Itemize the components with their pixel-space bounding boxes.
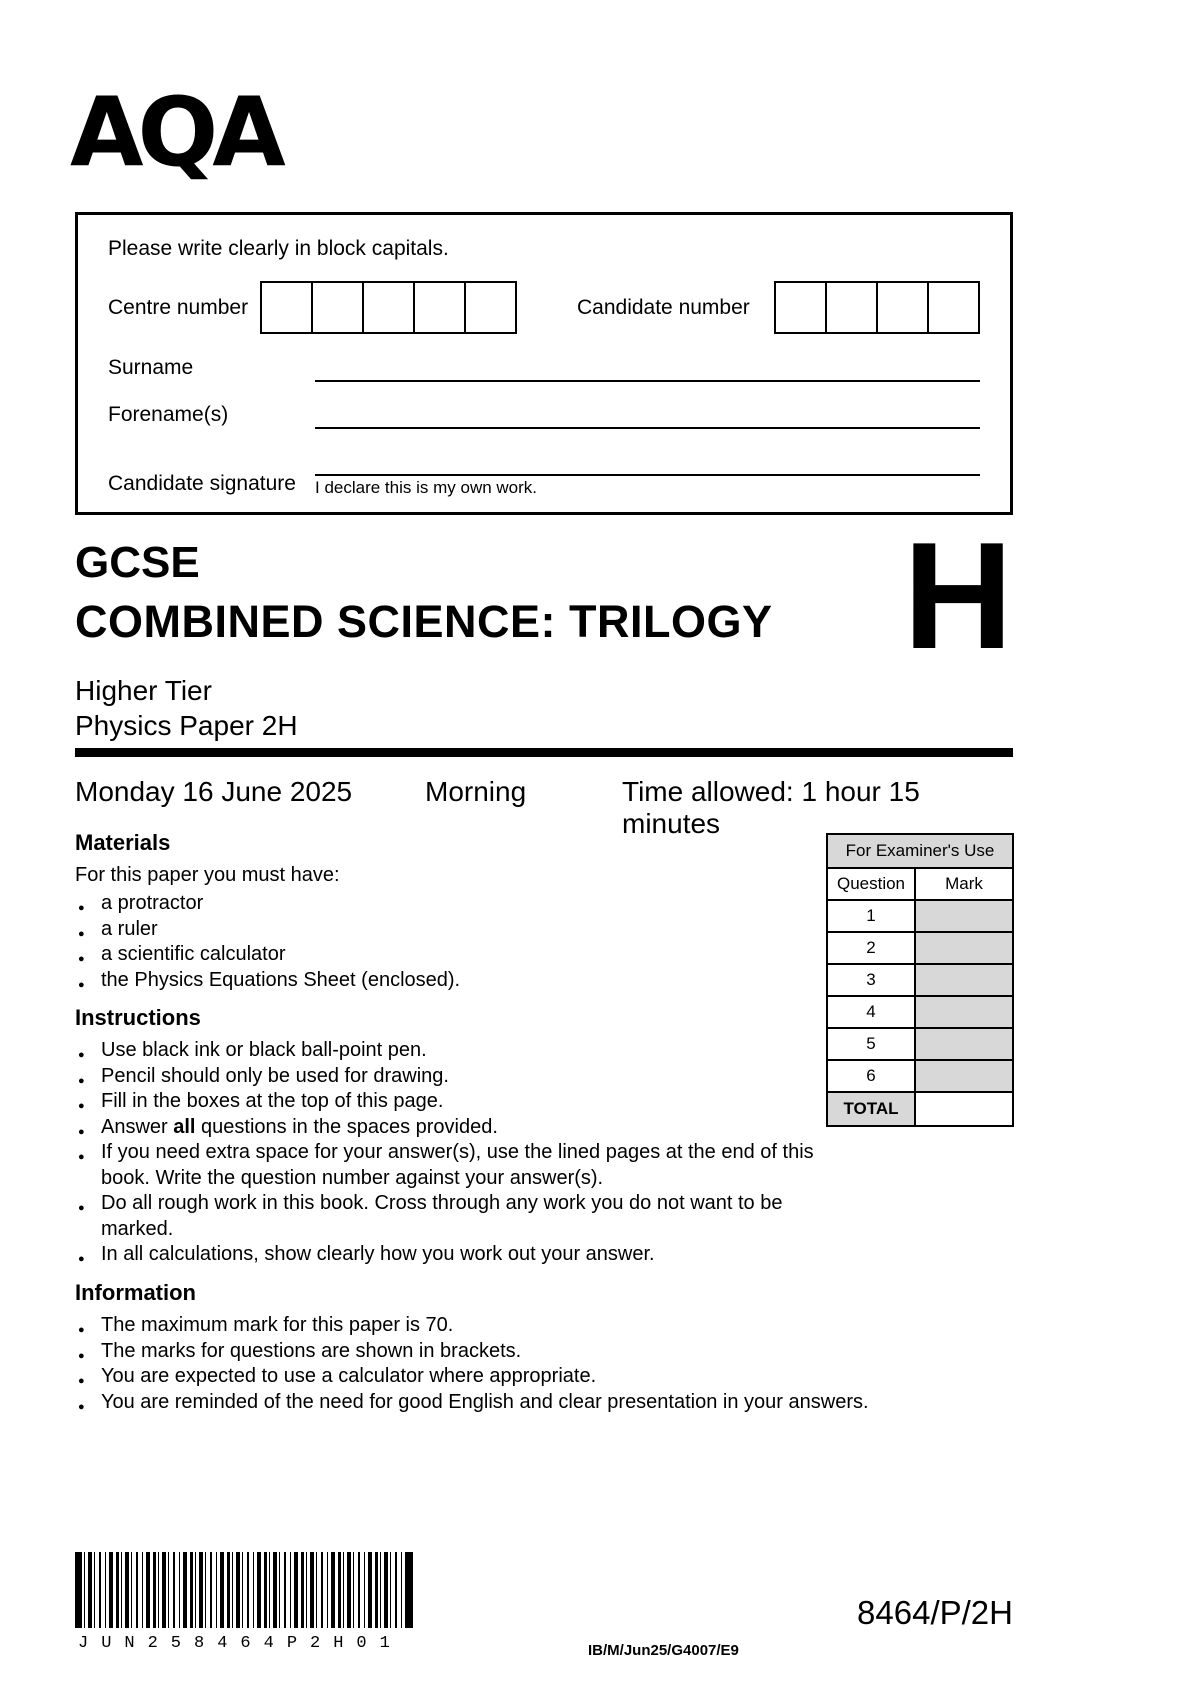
divider-rule [75,748,1013,757]
question-number-cell: 2 [827,932,915,964]
candidate-number-label: Candidate number [577,295,750,319]
block-capitals-note: Please write clearly in block capitals. [108,237,449,260]
aqa-logo: AQA [70,78,280,188]
candidate-number-boxes [774,281,980,334]
instructions-section [75,1005,837,1268]
information-item: ● The maximum mark for this paper is 70. [75,1313,955,1339]
materials-heading: Materials [75,830,171,855]
question-number-cell: 6 [827,1060,915,1092]
surname-line[interactable] [315,354,980,382]
session-line [75,776,1013,839]
materials-item: ● a ruler [75,917,775,943]
information-item: ● You are expected to use a calculator where appropriate. [75,1364,955,1390]
centre-number-boxes [260,281,517,334]
instruction-item: ● Do all rough work in this book. Cross through any work you do not want to be marked. [75,1191,837,1242]
signature-line[interactable] [315,448,980,476]
examiner-use-table [826,833,1014,1127]
forenames-row [108,401,980,429]
information-heading: Information [75,1280,196,1305]
signature-label: Candidate signature [108,472,296,495]
candidate-number-box[interactable] [825,281,878,334]
exam-session: Morning [425,776,527,807]
exam-date: Monday 16 June 2025 [75,776,353,807]
instruction-item: ● Use black ink or black ball-point pen. [75,1038,837,1064]
centre-number-box[interactable] [413,281,466,334]
question-number-cell: 4 [827,996,915,1028]
instruction-item: ● Pencil should only be used for drawing. [75,1064,837,1090]
instruction-item: ● Answer all questions in the spaces provided. [75,1115,837,1141]
materials-item: ● a scientific calculator [75,942,775,968]
mark-cell [915,996,1013,1028]
mark-cell [915,964,1013,996]
centre-number-box[interactable] [311,281,364,334]
materials-item: ● a protractor [75,891,775,917]
materials-section [75,830,775,993]
candidate-number-box[interactable] [927,281,980,334]
number-boxes-row [108,281,980,334]
question-column-header: Question [827,868,915,900]
total-label: TOTAL [827,1092,915,1126]
mark-cell [915,932,1013,964]
materials-intro: For this paper you must have: [75,864,340,886]
mark-cell [915,1028,1013,1060]
subject-title: COMBINED SCIENCE: TRILOGY [75,596,773,647]
mark-column-header: Mark [915,868,1013,900]
examiner-table-title: For Examiner's Use [827,834,1013,868]
centre-number-box[interactable] [464,281,517,334]
mark-cell [915,1060,1013,1092]
ref-code: IB/M/Jun25/G4007/E9 [588,1642,739,1659]
surname-label: Surname [108,356,194,379]
materials-item: ● the Physics Equations Sheet (enclosed). [75,968,775,994]
candidate-number-box[interactable] [876,281,929,334]
information-item: ● You are reminded of the need for good English and clear presentation in your answers. [75,1390,955,1416]
forenames-label: Forename(s) [108,403,229,426]
declaration-note: I declare this is my own work. [315,478,538,497]
information-item: ● The marks for questions are shown in brackets. [75,1339,955,1365]
tier-letter: H [903,511,1013,681]
tier-label: Higher Tier [75,675,212,706]
question-number-cell: 5 [827,1028,915,1060]
total-mark-cell [915,1092,1013,1126]
candidate-number-box[interactable] [774,281,827,334]
qualification-title: GCSE [75,538,200,587]
instructions-list [75,1038,837,1268]
instruction-item: ● In all calculations, show clearly how you work out your answer. [75,1242,837,1268]
centre-number-box[interactable] [362,281,415,334]
materials-list [75,891,775,993]
question-number-cell: 3 [827,964,915,996]
centre-number-box[interactable] [260,281,313,334]
barcode [75,1552,413,1628]
mark-cell [915,900,1013,932]
instructions-heading: Instructions [75,1005,201,1030]
barcode-text: JUN258464P2H01 [78,1634,403,1653]
candidate-details-box [75,212,1013,515]
signature-row [108,448,980,498]
information-section [75,1280,955,1415]
paper-code: 8464/P/2H [857,1594,1013,1631]
information-list [75,1313,955,1415]
centre-number-label: Centre number [108,295,249,319]
surname-row [108,354,980,382]
question-number-cell: 1 [827,900,915,932]
instruction-item: ● Fill in the boxes at the top of this page. [75,1089,837,1115]
forenames-line[interactable] [315,401,980,429]
time-allowed: Time allowed: 1 hour 15 minutes [622,776,920,839]
instruction-item: ● If you need extra space for your answer(s), use the lined pages at the end of this book. Write the question number against your answer(s). [75,1140,837,1191]
paper-label: Physics Paper 2H [75,710,298,741]
